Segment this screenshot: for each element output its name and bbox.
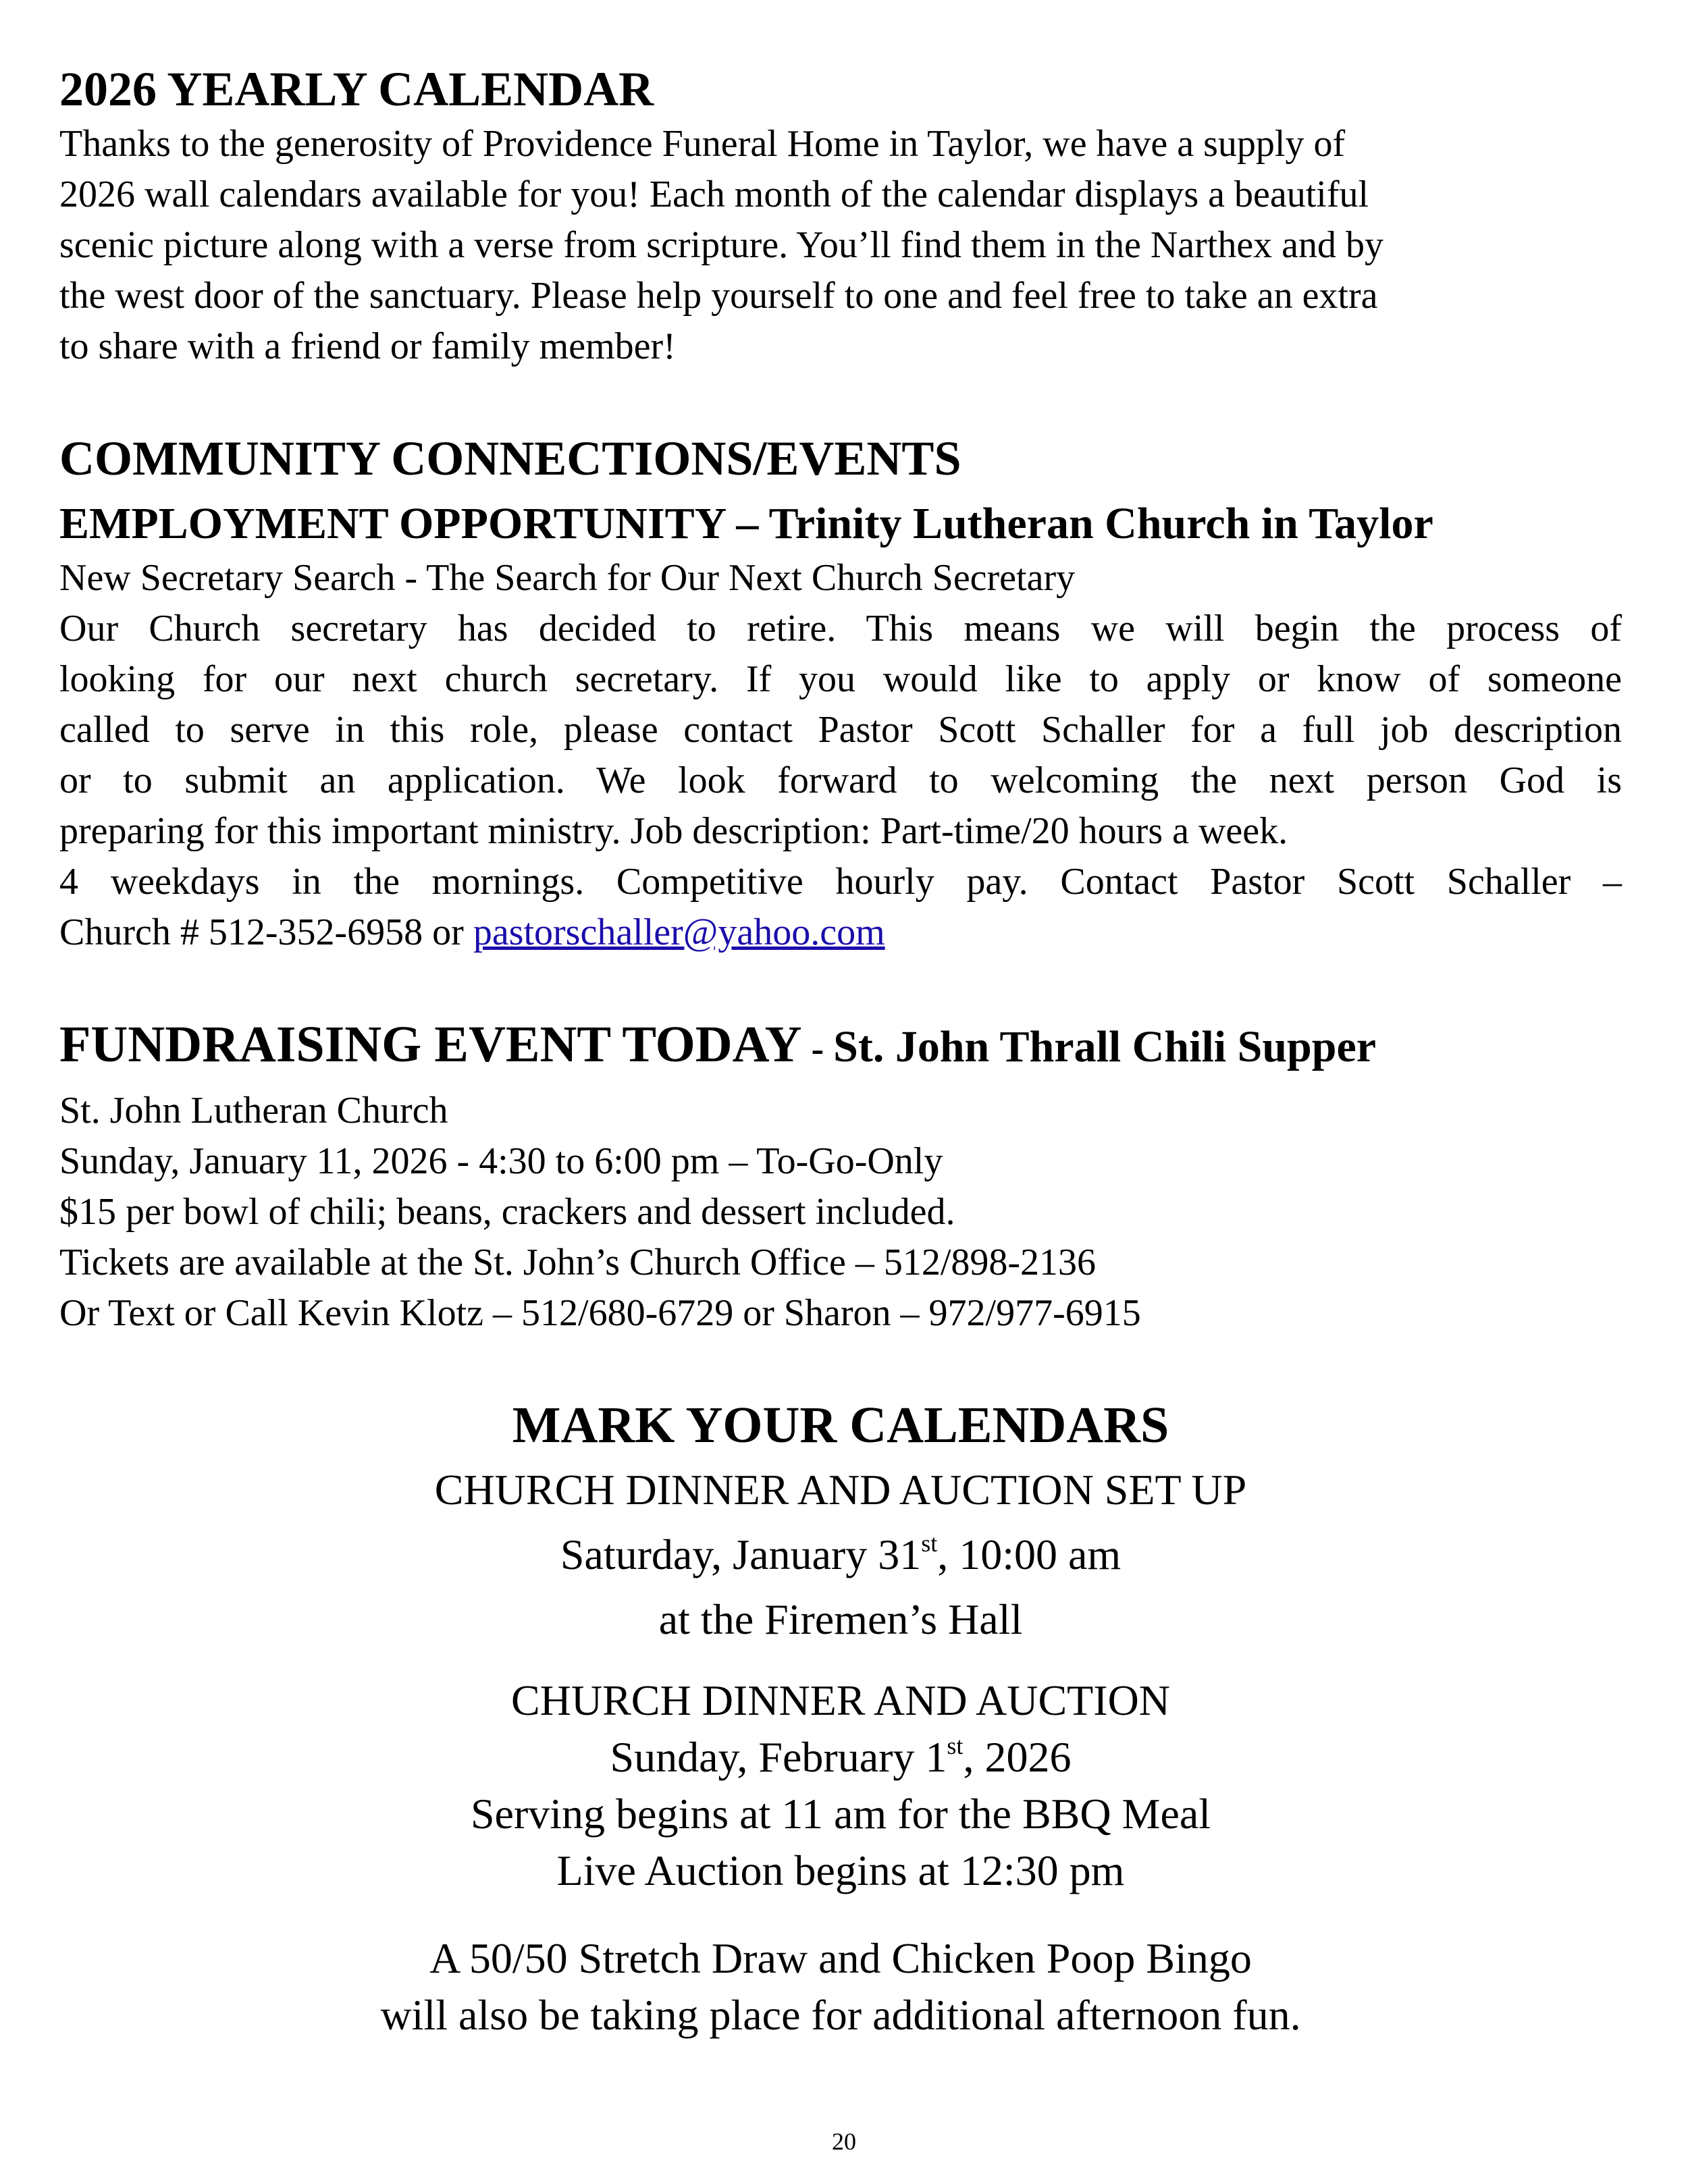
employment-subtitle: New Secretary Search - The Search for Our Next Church Secretary xyxy=(59,557,1076,599)
setup-date xyxy=(59,1522,1622,1587)
calendar-heading: 2026 YEARLY CALENDAR xyxy=(59,62,654,116)
newsletter-page xyxy=(59,59,1622,2044)
fundraising-line: Sunday, January 11, 2026 - 4:30 to 6:00 pm – To-Go-Only xyxy=(59,1140,943,1182)
dinner-block xyxy=(59,1672,1622,1899)
setup-location: at the Firemen’s Hall xyxy=(658,1595,1023,1643)
fundraising-line: St. John Lutheran Church xyxy=(59,1090,448,1131)
fundraising-title-sub: St. John Thrall Chili Supper xyxy=(833,1022,1377,1071)
dinner-date-text: Sunday, February 1 xyxy=(610,1733,947,1781)
dinner-title: CHURCH DINNER AND AUCTION xyxy=(510,1676,1171,1724)
employment-line: preparing for this important ministry. Job description: Part-time/20 hours a week. xyxy=(59,810,1288,852)
page-number: 20 xyxy=(832,2128,856,2155)
setup-title: CHURCH DINNER AND AUCTION SET UP xyxy=(434,1466,1247,1514)
calendar-section xyxy=(59,59,1622,372)
extra-line: A 50/50 Stretch Draw and Chicken Poop Bingo xyxy=(429,1934,1252,1982)
employment-line: called to serve in this role, please contact Pastor Scott Schaller for a full job description xyxy=(59,709,1622,751)
dinner-auction: Live Auction begins at 12:30 pm xyxy=(556,1846,1125,1894)
community-heading: COMMUNITY CONNECTIONS/EVENTS xyxy=(59,431,961,485)
extra-line: will also be taking place for additional afternoon fun. xyxy=(380,1991,1301,2039)
calendar-line: scenic picture along with a verse from scripture. You’ll find them in the Narthex and by xyxy=(59,224,1384,266)
employment-line: 4 weekdays in the mornings. Competitive hourly pay. Contact Pastor Scott Schaller – xyxy=(59,861,1622,903)
calendar-line: the west door of the sanctuary. Please help yourself to one and feel free to take an extra xyxy=(59,275,1378,317)
mark-calendars-section xyxy=(59,1393,1622,2044)
contact-phone-text: Church # 512-352-6958 or xyxy=(59,911,473,953)
employment-line: or to submit an application. We look forward to welcoming the next person God is xyxy=(59,760,1622,801)
calendar-line: 2026 wall calendars available for you! Each month of the calendar displays a beautiful xyxy=(59,174,1369,215)
fundraising-section xyxy=(59,1015,1622,1339)
fundraising-line: Tickets are available at the St. John’s Church Office – 512/898-2136 xyxy=(59,1242,1097,1283)
setup-date-text: Saturday, January 31 xyxy=(560,1530,922,1578)
setup-date-suffix: st xyxy=(921,1530,938,1557)
calendar-line: to share with a friend or family member! xyxy=(59,325,676,367)
fundraising-title-main: FUNDRAISING EVENT TODAY xyxy=(59,1016,802,1073)
dinner-date xyxy=(59,1729,1622,1786)
dinner-serving: Serving begins at 11 am for the BBQ Meal xyxy=(470,1790,1211,1838)
extra-block xyxy=(59,1930,1622,2044)
employment-line: Our Church secretary has decided to retire. This means we will begin the process of xyxy=(59,608,1622,649)
dinner-date-year: , 2026 xyxy=(963,1733,1072,1781)
employment-heading: EMPLOYMENT OPPORTUNITY – Trinity Lutheran Church in Taylor xyxy=(59,499,1433,548)
community-section xyxy=(59,429,1622,958)
calendar-line: Thanks to the generosity of Providence Funeral Home in Taylor, we have a supply of xyxy=(59,123,1346,165)
fundraising-line: Or Text or Call Kevin Klotz – 512/680-6729 or Sharon – 972/977-6915 xyxy=(59,1292,1141,1334)
fundraising-heading xyxy=(59,1015,1622,1086)
dinner-date-suffix: st xyxy=(947,1732,964,1759)
fundraising-line: $15 per bowl of chili; beans, crackers and dessert included. xyxy=(59,1191,955,1233)
mark-calendars-heading: MARK YOUR CALENDARS xyxy=(512,1397,1169,1454)
employment-line: looking for our next church secretary. If you would like to apply or know of someone xyxy=(59,658,1622,700)
setup-date-time: , 10:00 am xyxy=(937,1530,1122,1578)
employment-contact xyxy=(59,907,1622,958)
fundraising-title-separator: - xyxy=(801,1028,834,1070)
pastor-email-link[interactable]: pastorschaller@yahoo.com xyxy=(473,911,885,953)
